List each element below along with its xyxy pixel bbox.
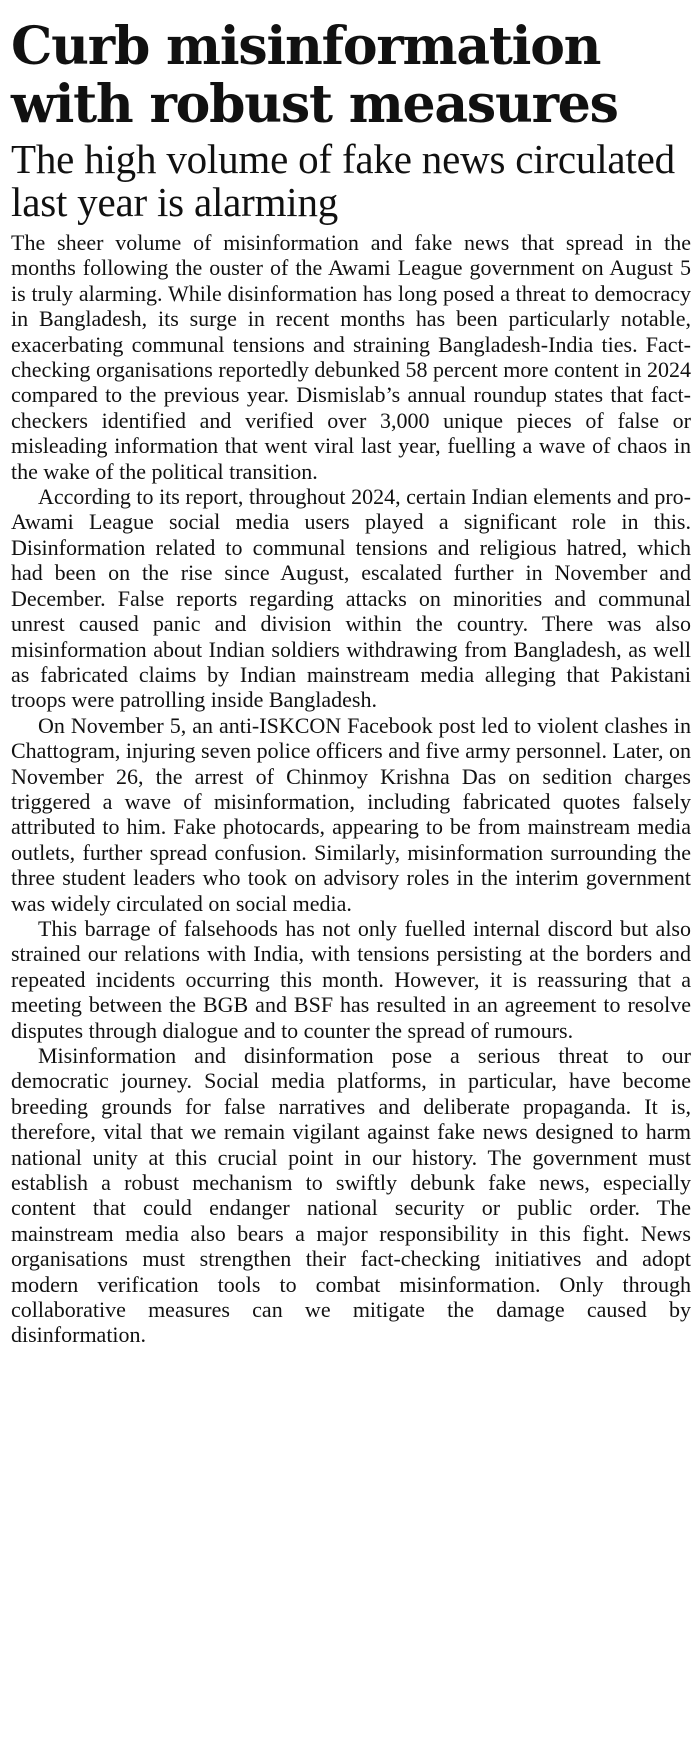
article-subheadline: The high volume of fake news circulated last year is alarming [11,136,675,225]
article-paragraph-2: According to its report, throughout 2024, certain Indian elements and pro-Awami League social media users played a significant role in this. Disinformation related to communal tensions and religious hatred, which had been on the rise since August, escalated further in November and December. False reports regarding attacks on minorities and communal unrest caused panic and division within the country. There was also misinformation about Indian soldiers withdrawing from Bangladesh, as well as fabricated claims by Indian mainstream media alleging that Pakistani troops were patrolling inside Bangladesh. [11,484,691,713]
article-body [11,230,691,1348]
article-paragraph-3: On November 5, an anti-ISKCON Facebook post led to violent clashes in Chattogram, injuring seven police officers and five army personnel. Later, on November 26, the arrest of Chinmoy Krishna Das on sedition charges triggered a wave of misinformation, including fabricated quotes falsely attributed to him. Fake photocards, appearing to be from mainstream media outlets, further spread confusion. Similarly, misinformation surrounding the three student leaders who took on advisory roles in the interim government was widely circulated on social media. [11,712,691,916]
article-paragraph-5: Misinformation and disinformation pose a serious threat to our democratic journey. Social media platforms, in particular, have become breeding grounds for false narratives and deliberate propaganda. It is, therefore, vital that we remain vigilant against fake news designed to harm national unity at this crucial point in our history. The government must establish a robust mechanism to swiftly debunk fake news, especially content that could endanger national security or public order. The mainstream media also bears a major responsibility in this fight. News organisations must strengthen their fact-checking initiatives and adopt modern verification tools to combat misinformation. Only through collaborative measures can we mitigate the damage caused by disinformation. [11,1043,691,1348]
article-paragraph-4: This barrage of falsehoods has not only fuelled internal discord but also strained our relations with India, with tensions persisting at the borders and repeated incidents occurring this month. However, it is reassuring that a meeting between the BGB and BSF has resulted in an agreement to resolve disputes through dialogue and to counter the spread of rumours. [11,915,691,1043]
article-headline: Curb misinformation with robust measures [11,16,618,135]
article-paragraph-1: The sheer volume of misinformation and fake news that spread in the months following the ouster of the Awami League government on August 5 is truly alarming. While disinformation has long posed a threat to democracy in Bangladesh, its surge in recent months has been particularly notable, exacerbating communal tensions and straining Bangladesh-India ties. Fact-checking organisations reportedly debunked 58 percent more content in 2024 compared to the previous year. Dismislab’s annual roundup states that fact-checkers identified and verified over 3,000 unique pieces of false or misleading information that went viral last year, fuelling a wave of chaos in the wake of the political transition. [11,230,691,484]
